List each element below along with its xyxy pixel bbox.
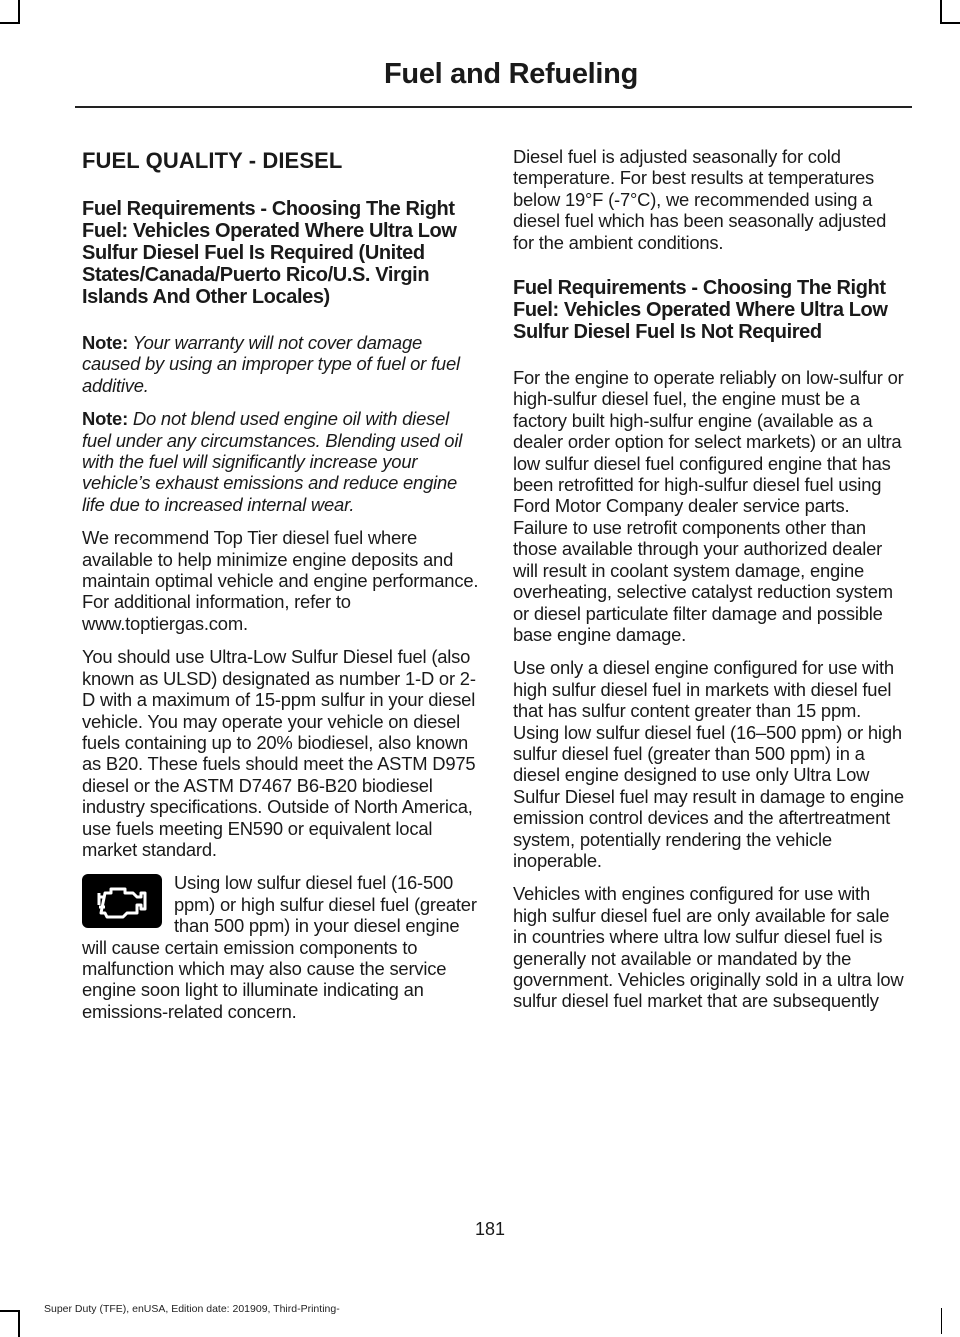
note-text: Your warranty will not cover damage caused by using an improper type of fuel or fuel additive. [82,332,460,396]
crop-mark [0,1310,20,1312]
emissions-warning [82,872,482,1022]
note-warranty [82,332,482,396]
right-column [513,146,908,1024]
crop-mark [0,22,20,24]
paragraph-retrofit: For the engine to operate reliably on low-sulfur or high-sulfur diesel fuel, the engine must be a factory built high-sulfur engine (available as a dealer order option for select markets) or an ultra low sulfur diesel fuel configured engine that has been retrofitted for high-sulfur diesel fuel using Ford Motor Company dealer service parts. Failure to use retrofit components other than those available through your authorized dealer will result in coolant system damage, engine overheating, selective catalyst reduction system or diesel particulate filter damage and possible base engine damage. [513,367,904,645]
check-engine-icon [82,874,162,928]
header-rule [75,106,912,108]
crop-mark [18,1310,20,1337]
subheading: Fuel Requirements - Choosing The Right Fuel: Vehicles Operated Where Ultra Low Sulfur Diesel Fuel Is Required (United States/Canada/Puerto Rico/U.S. Virgin Islands And Other Locales) [82,198,457,308]
note-engine-oil [82,408,482,515]
paragraph-seasonal: Diesel fuel is adjusted seasonally for cold temperature. For best results at temperatures below 19°F (-7°C), we recommended using a diesel fuel which has been seasonally adjusted for the ambient conditions. [513,146,887,253]
warning-text: Using low sulfur diesel fuel (16-500 ppm) or high sulfur diesel fuel (greater than 500 ppm) in your diesel engine will cause certain emission components to malfunction which may also cause the service engine soon light to illuminate indicating an emissions-related concern. [82,872,477,1022]
paragraph-availability: Vehicles with engines configured for use with high sulfur diesel fuel are only available for sale in countries where ultra low sulfur diesel fuel is generally not available or mandated by the government. Vehicles originally sold in a ultra low sulfur diesel fuel market that are subsequently [513,883,904,1012]
note-text: Do not blend used engine oil with diesel fuel under any circumstances. Blending used oil with the fuel will significantly increase your vehicle’s exhaust emissions and reduce engine life due to increased internal wear. [82,408,463,515]
crop-mark [18,0,20,24]
section-title: Fuel and Refueling [383,58,638,90]
left-column [82,148,482,1034]
crop-mark [941,1308,942,1334]
footer-text: Super Duty (TFE), enUSA, Edition date: 201909, Third-Printing- [44,1303,340,1315]
paragraph-ulsd: You should use Ultra-Low Sulfur Diesel fuel (also known as ULSD) designated as number 1-D or 2-D with a maximum of 15-ppm sulfur in your diesel vehicle. You may operate your vehicle on diesel fuels containing up to 20% biodiesel, also known as B20. These fuels should meet the ASTM D975 diesel or the ASTM D7467 B6-B20 biodiesel industry specifications. Outside of North America, use fuels meeting EN590 or equivalent local market standard. [82,646,476,860]
page-number: 181 [474,1219,506,1239]
section-heading: FUEL QUALITY - DIESEL [82,148,343,173]
crop-mark [940,22,960,24]
paragraph-high-sulfur: Use only a diesel engine configured for use with high sulfur diesel fuel in markets with diesel fuel that has sulfur content greater than 15 ppm. Using low sulfur diesel fuel (16–500 ppm) or high sulfur diesel fuel (greater than 500 ppm) in a diesel engine designed to use only Ultra Low Sulfur Diesel fuel may result in damage to engine emission control devices and the aftertreatment system, potentially rendering the vehicle inoperable. [513,657,904,871]
subheading: Fuel Requirements - Choosing The Right Fuel: Vehicles Operated Where Ultra Low Sulfur Diesel Fuel Is Not Required [513,277,888,344]
crop-mark [940,0,942,24]
note-label: Note: [82,408,128,430]
paragraph-top-tier: We recommend Top Tier diesel fuel where available to help minimize engine deposits and maintain optimal vehicle and engine performance. For additional information, refer to www.toptiergas.com. [82,527,479,634]
note-label: Note: [82,332,128,353]
